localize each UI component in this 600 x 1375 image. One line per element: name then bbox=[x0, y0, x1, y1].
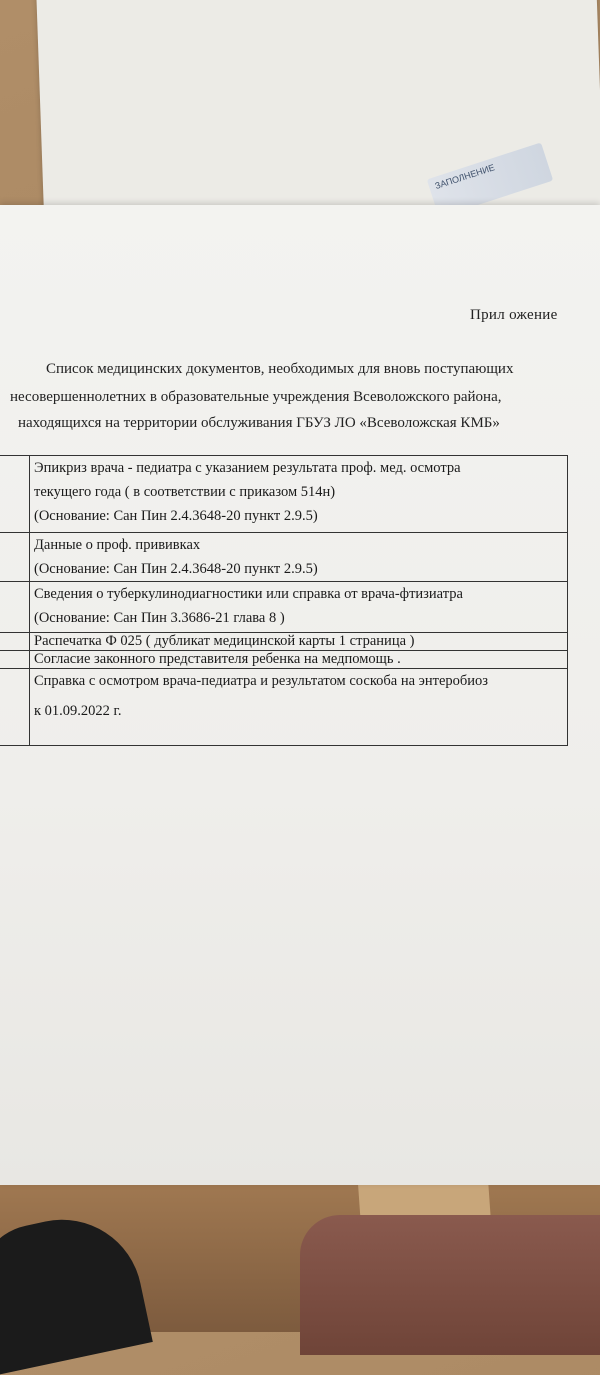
row-line: Согласие законного представителя ребенка на медпомощь . bbox=[34, 651, 401, 667]
intro-line: несовершеннолетних в образовательные учреждения Всеволожского района, bbox=[10, 389, 502, 405]
row-text-cell bbox=[30, 669, 568, 746]
table-row bbox=[0, 669, 568, 746]
row-number-cell bbox=[0, 669, 30, 746]
row-line: к 01.09.2022 г. bbox=[34, 703, 122, 719]
row-line: Данные о проф. прививках bbox=[34, 537, 201, 553]
row-number-cell bbox=[0, 533, 30, 582]
documents-table bbox=[0, 455, 568, 746]
table-row bbox=[0, 456, 568, 533]
row-line: (Основание: Сан Пин 2.4.3648-20 пункт 2.9.5) bbox=[34, 561, 318, 577]
row-line: Сведения о туберкулинодиагностики или справка от врача-фтизиатра bbox=[34, 586, 463, 602]
row-text-cell bbox=[30, 582, 568, 633]
background-paper bbox=[35, 0, 600, 240]
row-line: (Основание: Сан Пин 2.4.3648-20 пункт 2.9.5) bbox=[34, 508, 318, 524]
row-number-cell bbox=[0, 456, 30, 533]
cloth bbox=[300, 1215, 600, 1355]
row-number-cell bbox=[0, 651, 30, 669]
row-line: (Основание: Сан Пин 3.3686-21 глава 8 ) bbox=[34, 610, 285, 626]
row-text-cell bbox=[30, 651, 568, 669]
row-line: Распечатка Ф 025 ( дубликат медицинской карты 1 страница ) bbox=[34, 633, 415, 649]
document-sheet bbox=[0, 205, 600, 1185]
row-line: Эпикриз врача - педиатра с указанием результата проф. мед. осмотра bbox=[34, 460, 461, 476]
row-text-cell bbox=[30, 633, 568, 651]
row-number-cell bbox=[0, 633, 30, 651]
intro-line: находящихся на территории обслуживания ГБУЗ ЛО «Всеволожская КМБ» bbox=[18, 415, 500, 431]
table-row bbox=[0, 633, 568, 651]
intro-line: Список медицинских документов, необходимых для вновь поступающих bbox=[46, 361, 514, 377]
table-row bbox=[0, 651, 568, 669]
background-stamp-text: ЗАПОЛНЕНИЕ bbox=[433, 162, 496, 191]
row-text-cell bbox=[30, 533, 568, 582]
row-line: Справка с осмотром врача-педиатра и результатом соскоба на энтеробиоз bbox=[34, 673, 489, 689]
table-row bbox=[0, 582, 568, 633]
appendix-label: Прил ожение bbox=[470, 307, 558, 323]
row-line: текущего года ( в соответствии с приказом 514н) bbox=[34, 484, 336, 500]
table-row bbox=[0, 533, 568, 582]
row-text-cell bbox=[30, 456, 568, 533]
row-number-cell bbox=[0, 582, 30, 633]
